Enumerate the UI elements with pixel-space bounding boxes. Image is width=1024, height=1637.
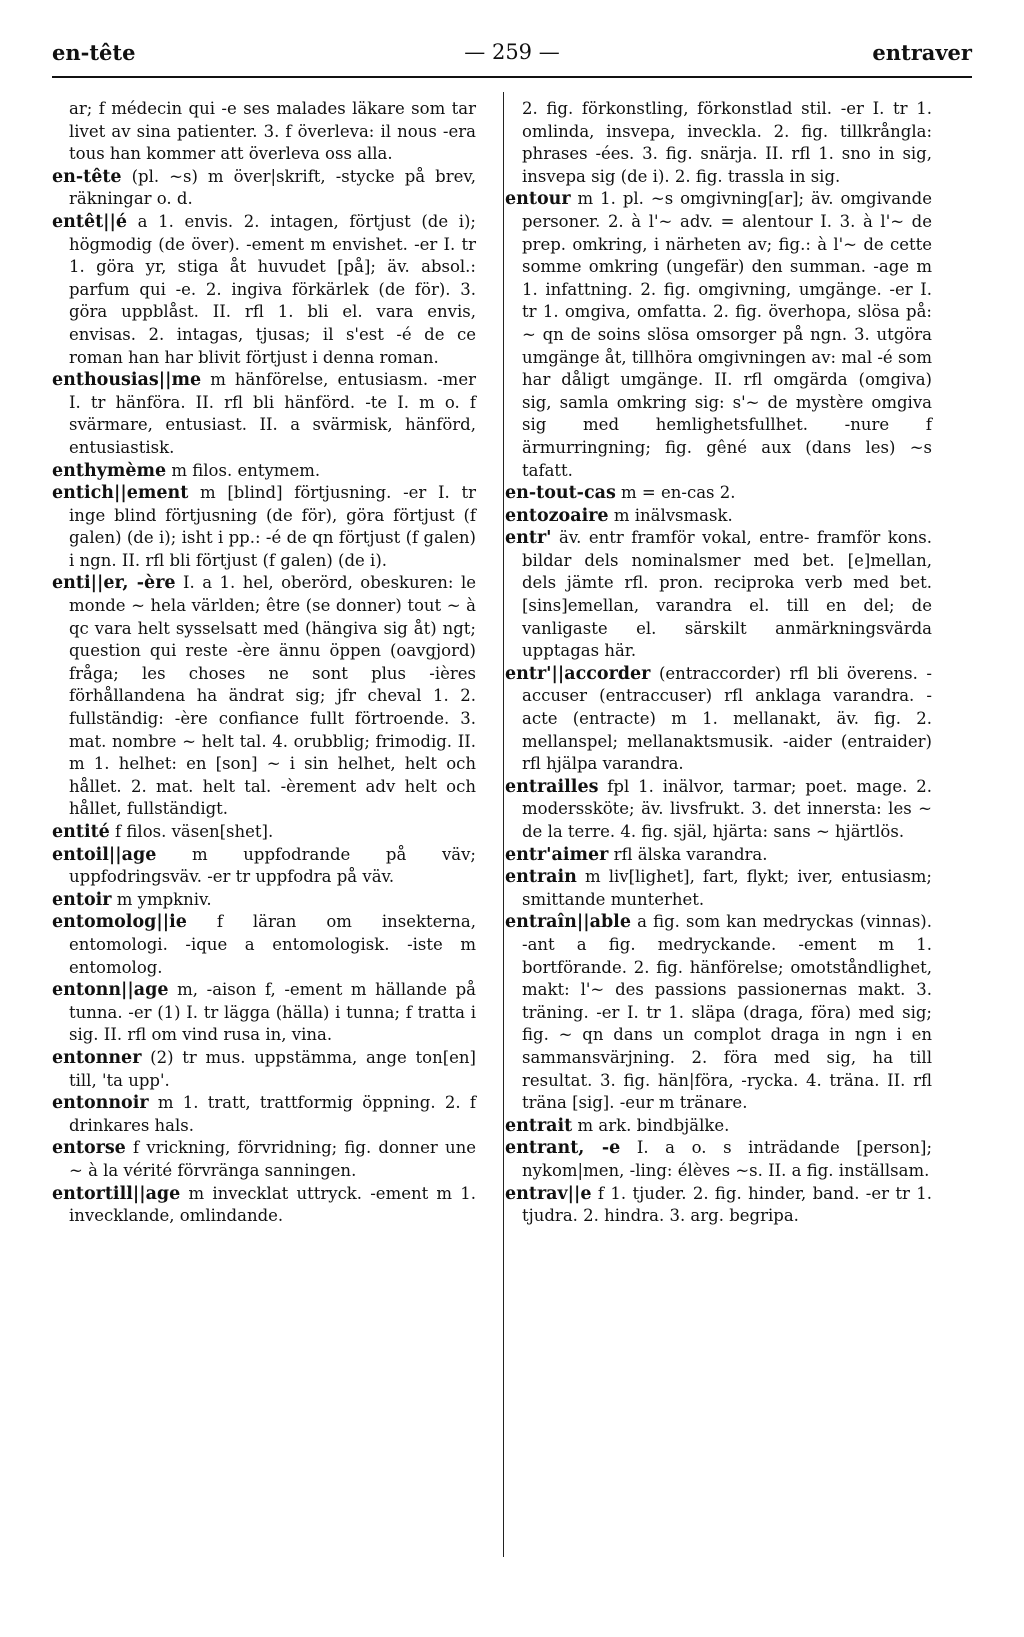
entry-definition: fpl 1. inälvor, tarmar; poet. mage. 2. moderssköte; äv. livsfrukt. 3. det innersta: les ~ de la terre. 4. fig. själ, hjärta: sans ~ hjärtlös.	[522, 776, 932, 841]
entry-definition: rfl älska varandra.	[608, 844, 768, 864]
entry-headword: entozoaire	[505, 505, 609, 526]
column-divider	[503, 92, 504, 1557]
entry-headword: entr'	[505, 528, 552, 549]
entry-definition: äv. entr framför vokal, entre- framför kons. bildar dels nominalsmer med bet. [e]mellan, dels jämte rfl. pron. reciproka verb med bet. [sins]emellan, varandra el. till en del; de vanligaste el. särskilt anmärkningsvärda upptagas här.	[522, 528, 932, 661]
dictionary-entry	[505, 482, 932, 505]
dictionary-entry	[505, 1183, 932, 1228]
entry-headword: entr'||accorder	[505, 663, 651, 684]
entry-definition: m 1. tratt, trattformig öppning. 2. f drinkares hals.	[69, 1093, 476, 1135]
dictionary-entry	[52, 369, 476, 459]
dictionary-entry	[505, 527, 932, 663]
entry-headword: entrailles	[505, 776, 599, 797]
header-first-headword: en-tête	[52, 40, 136, 65]
left-column	[52, 98, 476, 1228]
page-number: — 259 —	[464, 40, 560, 64]
entry-headword: en-tête	[52, 166, 122, 187]
entry-headword: entoir	[52, 889, 112, 910]
entry-definition: f vrickning, förvridning; fig. donner une ~ à la vérité förvränga sanningen.	[69, 1138, 476, 1180]
dictionary-entry	[52, 98, 476, 166]
entry-definition: ar; f médecin qui -e ses malades läkare som tar livet av sina patienter. 3. f överleva: il nous -era tous han kommer att överleva oss alla.	[69, 99, 476, 164]
entry-headword: entonnoir	[52, 1093, 149, 1114]
entry-headword: entrav||e	[505, 1183, 592, 1204]
entry-headword: en-tout-cas	[505, 483, 616, 504]
entry-definition: a fig. som kan medryckas (vinnas). -ant a fig. medryckande. -ement m 1. bortförande. 2. fig. hänförelse; omotståndlighet, makt: l'~ des passions passionernas makt. 3. träning. -er I. tr 1. släpa (draga, föra) med sig; fig. ~ qn dans un complot draga in ngn i en sammansvärjning. 2. föra med sig, ha till resultat. 3. fig. hän|föra, -rycka. 4. träna. II. rfl träna [sig]. -eur m tränare.	[522, 912, 932, 1113]
dictionary-entry	[52, 482, 476, 572]
dictionary-entry	[52, 844, 476, 889]
entry-definition: m liv[lighet], fart, flykt; iver, entusiasm; smittande munterhet.	[522, 867, 932, 909]
entry-definition: m inälvsmask.	[608, 505, 733, 525]
entry-definition: (2) tr mus. uppstämma, ange ton[en] till, 'ta upp'.	[69, 1047, 476, 1090]
dictionary-entry	[505, 844, 932, 867]
dictionary-entry	[505, 663, 932, 776]
entry-headword: enthousias||me	[52, 370, 202, 391]
entry-definition: m hänförelse, entusiasm. -mer I. tr hänföra. II. rfl bli hänförd. -te I. m o. f svärmare, entusiast. II. a svärmisk, hänförd, entusiastisk.	[69, 370, 476, 457]
entry-definition: m ympkniv.	[111, 889, 212, 909]
header-rule	[52, 76, 972, 78]
entry-headword: entrant, -e	[505, 1138, 621, 1159]
entry-definition: a 1. envis. 2. intagen, förtjust (de i); högmodig (de över). -ement m envishet. -er I. tr 1. göra yr, stiga åt huvudet [på]; äv. absol.: parfum qui -e. 2. ingiva förkärlek (de för). 3. göra uppblåst. II. rfl 1. bli el. vara envis, envisas. 2. intagas, tjusas; il s'est -é de ce roman han har blivit förtjust i denna roman.	[69, 211, 476, 367]
entry-definition: m, -aison f, -ement m hällande på tunna. -er (1) I. tr lägga (hälla) i tunna; f tratta i sig. II. rfl om vind rusa in, vina.	[69, 980, 476, 1045]
entry-definition: (entraccorder) rfl bli överens. -accuser (entraccuser) rfl anklaga varandra. -acte (entracte) m 1. mellanakt, äv. fig. 2. mellanspel; mellanaktsmusik. -aider (entraider) rfl hjälpa varandra.	[522, 663, 932, 774]
entry-definition: m [blind] förtjusning. -er I. tr inge blind förtjusning (de för), göra förtjust (f galen) (de i); isht i pp.: -é de qn förtjust (f galen) i ngn. II. rfl bli förtjust (f galen) (de i).	[69, 483, 476, 570]
entry-definition: 2. fig. förkonstling, förkonstlad stil. -er I. tr 1. omlinda, insvepa, inveckla. 2. fig. tillkrångla: phrases -ées. 3. fig. snärja. II. rfl 1. sno in sig, insvepa sig (de i). 2. fig. trassla in sig.	[522, 99, 932, 186]
dictionary-entry	[52, 911, 476, 979]
entry-headword: entortill||age	[52, 1183, 181, 1204]
entry-definition: m ark. bindbjälke.	[572, 1115, 730, 1135]
entry-definition: m filos. entymem.	[166, 460, 321, 480]
entry-definition: m 1. pl. ~s omgivning[ar]; äv. omgivande personer. 2. à l'~ adv. = alentour I. 3. à l'~ de prep. omkring, i närheten av; fig.: à l'~ de cette somme omkring (ungefär) den summan. -age m 1. infattning. 2. fig. omgivning, umgänge. -er I. tr 1. omgiva, omfatta. 2. fig. överhopa, slösa på: ~ qn de soins slösa omsorger på ngn. 3. utgöra umgänge åt, tillhöra omgivningen av: mal -é som har dåligt umgänge. II. rfl omgärda (omgiva) sig, samla omkring sig: s'~ de mystère omgiva sig med hemlighetsfullhet. -nure f ärmurringning; fig. gêné aux (dans les) ~s tafatt.	[522, 189, 932, 480]
entry-headword: entomolog||ie	[52, 912, 187, 933]
entry-definition: m = en-cas 2.	[615, 483, 736, 503]
entry-definition: I. a o. s inträdande [person]; nykom|men, -ling: élèves ~s. II. a fig. inställsam.	[522, 1138, 932, 1180]
right-column	[505, 98, 932, 1228]
entry-headword: entonner	[52, 1047, 142, 1068]
entry-headword: entêt||é	[52, 211, 128, 232]
entry-headword: enti||er, -ère	[52, 573, 176, 594]
header-last-headword: entraver	[872, 40, 972, 65]
entry-definition: I. a 1. hel, oberörd, obeskuren: le monde ~ hela världen; être (se donner) tout ~ à qc vara helt sysselsatt med (hängiva sig åt) ngt; question qui reste -ère ännu öppen (oavgjord) fråga; les choses ne sont plus -ières förhållandena ha ändrat sig; jfr cheval 1. 2. fullständig: -ère confiance fullt förtroende. 3. mat. nombre ~ helt tal. 4. orubblig; frimodig. II. m 1. helhet: en [son] ~ i sin helhet, helt och hållet. 2. mat. helt tal. -èrement adv helt och hållet, fullständigt.	[69, 573, 476, 819]
dictionary-entry	[505, 1115, 932, 1138]
dictionary-entry	[505, 1137, 932, 1182]
dictionary-entry	[52, 1183, 476, 1228]
dictionary-entry	[52, 572, 476, 821]
entry-definition: m invecklat uttryck. -ement m 1. invecklande, omlindande.	[69, 1183, 476, 1226]
dictionary-entry	[52, 211, 476, 369]
dictionary-entry	[505, 98, 932, 188]
dictionary-entry	[505, 911, 932, 1114]
entry-headword: entoil||age	[52, 844, 157, 865]
dictionary-entry	[52, 1047, 476, 1092]
entry-headword: entr'aimer	[505, 844, 609, 865]
dictionary-entry	[52, 889, 476, 912]
entry-headword: entraîn||able	[505, 912, 631, 933]
dictionary-entry	[52, 1092, 476, 1137]
entry-headword: entrain	[505, 867, 577, 888]
entry-definition: f 1. tjuder. 2. fig. hinder, band. -er tr 1. tjudra. 2. hindra. 3. arg. begripa.	[522, 1183, 932, 1226]
entry-headword: entorse	[52, 1138, 126, 1159]
entry-headword: enthymème	[52, 460, 167, 481]
entry-definition: f filos. väsen[shet].	[109, 822, 274, 841]
entry-headword: entich||ement	[52, 483, 189, 504]
dictionary-entry	[52, 821, 476, 844]
dictionary-entry	[52, 460, 476, 483]
dictionary-entry	[505, 505, 932, 528]
page-header	[52, 40, 972, 70]
dictionary-entry	[505, 188, 932, 482]
entry-headword: entité	[52, 822, 110, 842]
entry-headword: entrait	[505, 1115, 573, 1136]
entry-definition: f läran om insekterna, entomologi. -ique a entomologisk. -iste m entomolog.	[69, 912, 476, 977]
entry-definition: (pl. ~s) m över|skrift, -stycke på brev, räkningar o. d.	[69, 166, 476, 209]
dictionary-entry	[505, 866, 932, 911]
dictionary-entry	[505, 776, 932, 844]
dictionary-entry	[52, 166, 476, 211]
entry-definition: m uppfodrande på väv; uppfodringsväv. -er tr uppfodra på väv.	[69, 844, 476, 887]
dictionary-entry	[52, 979, 476, 1047]
entry-headword: entonn||age	[52, 980, 169, 1001]
dictionary-entry	[52, 1137, 476, 1182]
entry-headword: entour	[505, 189, 571, 210]
